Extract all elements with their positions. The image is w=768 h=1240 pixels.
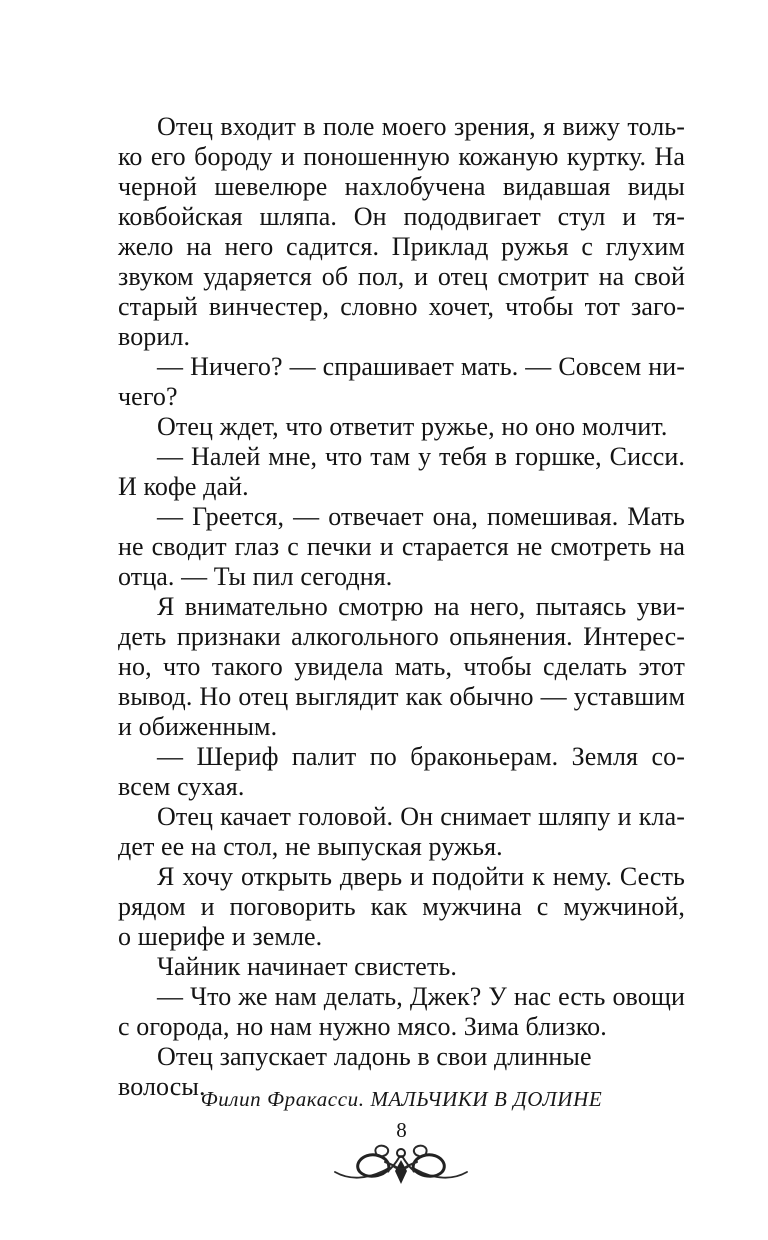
text-line: с огорода, но нам нужно мясо. Зима близко. [118, 1012, 607, 1041]
text-line: не сводит глаз с печки и старается не смотреть на [118, 532, 685, 561]
text-line: Я хочу открыть дверь и подойти к нему. Сесть [157, 862, 685, 891]
flourish-ornament-icon [333, 1142, 469, 1186]
text-line: Отец входит в поле моего зрения, я вижу толь- [157, 112, 685, 141]
text-line: отца. — Ты пил сегодня. [118, 562, 393, 591]
text-line: вывод. Но отец выглядит как обычно — уставшим [118, 682, 685, 711]
text-line: — Шериф палит по браконьерам. Земля со- [157, 742, 685, 771]
text-line: И кофе дай. [118, 472, 249, 501]
text-line: дет ее на стол, не выпуская ружья. [118, 832, 503, 861]
text-line: старый винчестер, словно хочет, чтобы тот заго- [118, 292, 685, 321]
text-line: Я внимательно смотрю на него, пытаясь уви- [157, 592, 685, 621]
page-number: 8 [396, 1118, 407, 1142]
text-line: но, что такого увидела мать, чтобы сделать этот [118, 652, 685, 681]
text-line: Отец ждет, что ответит ружье, но оно молчит. [157, 412, 668, 441]
text-line: чего? [118, 382, 178, 411]
text-line: деть признаки алкогольного опьянения. Интерес- [118, 622, 685, 651]
running-title: Филип Фракасси. МАЛЬЧИКИ В ДОЛИНЕ [200, 1087, 603, 1111]
text-line: ворил. [118, 322, 191, 351]
text-line: и обиженным. [118, 712, 278, 741]
text-line: — Ничего? — спрашивает мать. — Совсем ни- [157, 352, 685, 381]
text-line: Отец качает головой. Он снимает шляпу и кла- [157, 802, 685, 831]
text-line: жело на него садится. Приклад ружья с глухим [118, 232, 685, 261]
text-line: всем сухая. [118, 772, 245, 801]
text-line: о шерифе и земле. [118, 922, 323, 951]
text-line: черной шевелюре нахлобучена видавшая виды [118, 172, 685, 201]
text-line: Чайник начинает свистеть. [157, 952, 457, 981]
text-line: — Греется, — отвечает она, помешивая. Мать [157, 502, 685, 531]
text-line: ковбойская шляпа. Он пододвигает стул и тя- [118, 202, 685, 231]
text-line: — Что же нам делать, Джек? У нас есть овощи [157, 982, 685, 1011]
text-line: — Налей мне, что там у тебя в горшке, Сисси. [157, 442, 685, 471]
text-line: ко его бороду и поношенную кожаную куртку. На [118, 142, 685, 171]
text-line: Отец запускает ладонь в свои длинные волосы. [118, 1042, 592, 1101]
text-line: рядом и поговорить как мужчина с мужчиной, [118, 892, 685, 921]
text-line: звуком ударяется об пол, и отец смотрит на свой [118, 262, 685, 291]
